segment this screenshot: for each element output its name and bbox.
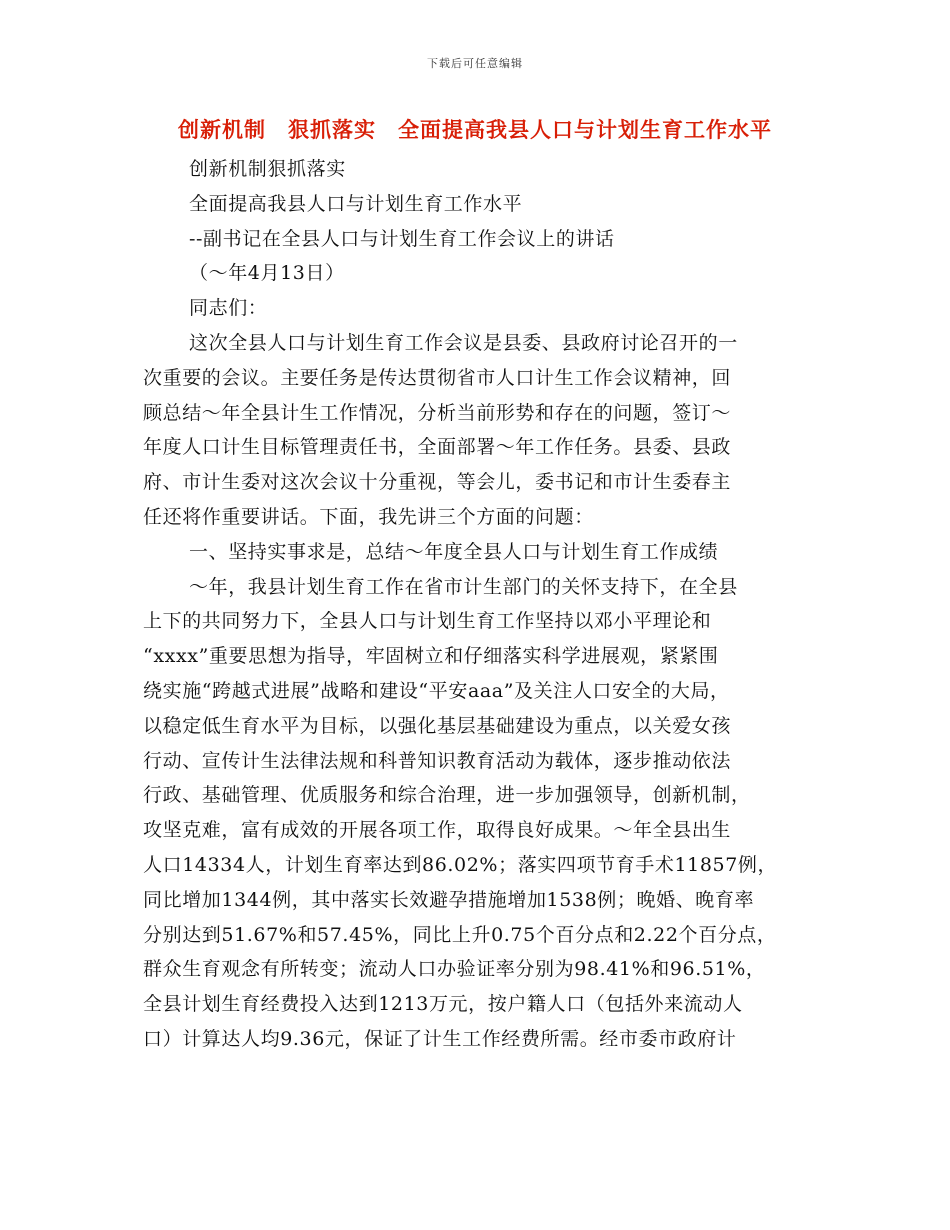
text-line: 同比增加1344例，其中落实长效避孕措施增加1538例；晚婚、晚育率 <box>143 888 755 911</box>
text-line: --副书记在全县人口与计划生育工作会议上的讲话 <box>189 227 615 250</box>
text-line: 绕实施“跨越式进展”战略和建设“平安aaa”及关注人口安全的大局， <box>143 679 730 702</box>
text-line: 口）计算达人均9.36元，保证了计生工作经费所需。经市委市政府计 <box>143 1027 737 1050</box>
text-line: 顾总结～年全县计生工作情况，分析当前形势和存在的问题，签订～ <box>143 401 732 424</box>
header-note: 下载后可任意编辑 <box>427 57 523 70</box>
text-line: 攻坚克难，富有成效的开展各项工作，取得良好成果。～年全县出生 <box>143 819 732 842</box>
text-line: 任还将作重要讲话。下面，我先讲三个方面的问题： <box>143 505 594 528</box>
text-line: 同志们： <box>189 297 268 320</box>
text-line: 人口14334人，计划生育率达到86.02%；落实四项节育手术11857例， <box>143 853 778 876</box>
text-line: 行动、宣传计生法律法规和科普知识教育活动为载体，逐步推动依法 <box>143 749 732 772</box>
text-line: 府、市计生委对这次会议十分重视，等会儿，委书记和市计生委春主 <box>143 471 732 494</box>
text-line: 这次全县人口与计划生育工作会议是县委、县政府讨论召开的一 <box>189 331 738 354</box>
text-line: 年度人口计生目标管理责任书，全面部署～年工作任务。县委、县政 <box>143 436 732 459</box>
text-line: 分别达到51.67%和57.45%，同比上升0.75个百分点和2.22个百分点， <box>143 923 777 946</box>
text-line: 行政、基础管理、优质服务和综合治理，进一步加强领导，创新机制， <box>143 784 751 807</box>
text-line: “xxxx”重要思想为指导，牢固树立和仔细落实科学进展观，紧紧围 <box>143 645 719 668</box>
text-line: ～年，我县计划生育工作在省市计生部门的关怀支持下，在全县 <box>189 575 738 598</box>
text-line: （～年4月13日） <box>189 262 345 285</box>
text-line: 以稳定低生育水平为目标，以强化基层基础建设为重点，以关爱女孩 <box>143 714 732 737</box>
text-line: 全县计划生育经费投入达到1213万元，按户籍人口（包括外来流动人 <box>143 993 743 1016</box>
document-body <box>143 152 825 1057</box>
text-line: 上下的共同努力下，全县人口与计划生育工作坚持以邓小平理论和 <box>143 610 712 633</box>
text-line: 全面提高我县人口与计划生育工作水平 <box>189 192 523 215</box>
text-line: 一、坚持实事求是，总结～年度全县人口与计划生育工作成绩 <box>189 540 719 563</box>
document-title: 创新机制 狠抓落实 全面提高我县人口与计划生育工作水平 <box>178 117 772 142</box>
text-line: 创新机制狠抓落实 <box>189 158 346 180</box>
text-line: 群众生育观念有所转变；流动人口办验证率分别为98.41%和96.51%， <box>143 958 766 981</box>
text-line: 次重要的会议。主要任务是传达贯彻省市人口计生工作会议精神，回 <box>143 366 732 389</box>
